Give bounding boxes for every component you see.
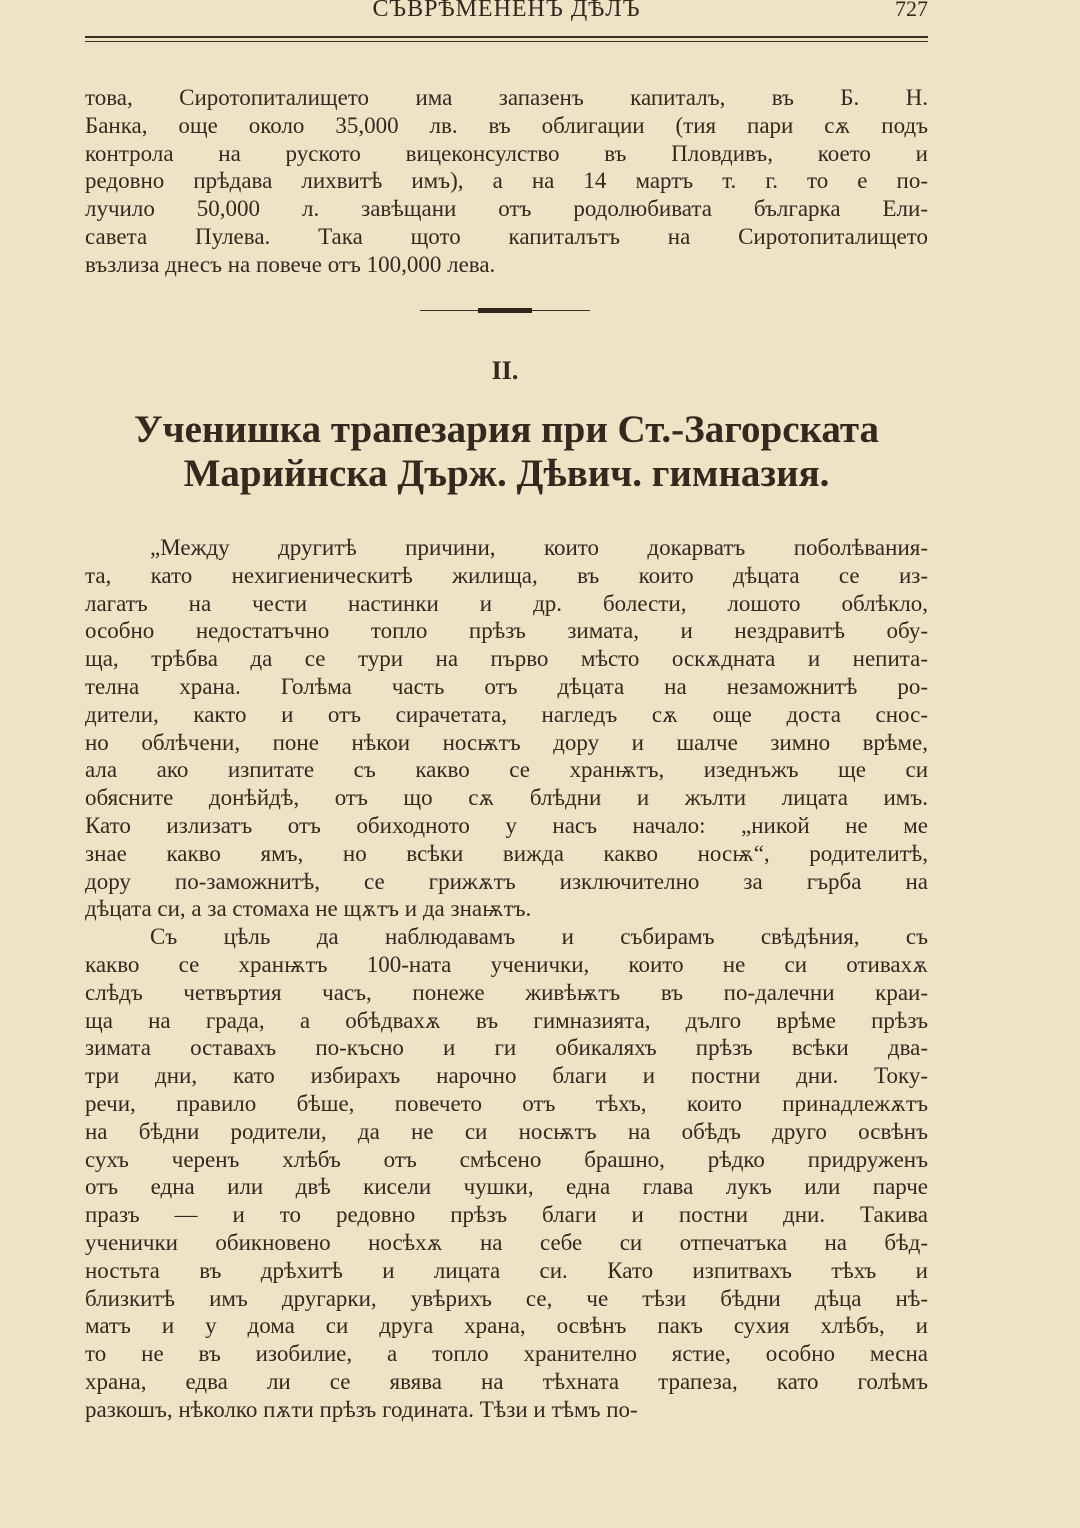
text-line: на бѣдни родители, да не си носѭтъ на обѣдъ друго освѣнъ [85,1118,928,1144]
section1-text [85,84,928,279]
text-line: близкитѣ имъ другарки, увѣрихъ се, че тѣзи бѣдни дѣца нѣ- [85,1285,928,1311]
text-line: какво се хранѭтъ 100-ната ученички, които не си отивахѫ [85,951,928,977]
text-line: редовно прѣдава лихвитѣ имъ), а на 14 мартъ т. г. то е по- [85,168,928,194]
text-line: три дни, като избирахъ нарочно благи и постни дни. Току- [85,1063,928,1089]
text-line: контрола на руското вицеконсулство въ Пловдивъ, което и [85,140,928,166]
text-line: Като излизатъ отъ обиходното у насъ начало: „никой не ме [85,812,928,838]
section-divider-ornament [420,309,590,312]
header-rule-thick [85,36,928,38]
text-line: ученички обикновено носѣхѫ на себе си отпечатъка на бѣд- [85,1229,928,1255]
text-line: Съ цѣль да наблюдавамъ и събирамъ свѣдѣния, съ [150,924,928,950]
text-line: то не въ изобилие, а топло хранително ястие, особно месна [85,1341,928,1367]
text-line: ща на града, а обѣдвахѫ въ гимназията, дълго врѣме прѣзъ [85,1007,928,1033]
title-line: Марийнска Държ. Дѣвич. гимназия. [183,452,830,495]
text-line: храна, едва ли се явява на тѣхната трапеза, като голѣмъ [85,1368,928,1394]
text-line: лагатъ на чести настинки и др. болести, лошото облѣкло, [85,590,928,616]
running-title: СЪВРѢМЕНЕНЪ ДѢЛЪ [372,0,641,22]
section2-text [85,534,928,1424]
text-line: възлиза днесъ на повече отъ 100,000 лева. [85,251,496,277]
page-number: 727 [895,0,928,21]
running-header [85,0,928,30]
text-line: „Между другитѣ причини, които докарватъ поболѣвания- [150,535,928,560]
text-line: дору по-заможнитѣ, се грижѫтъ изключително за гърба на [85,868,928,894]
text-line: савета Пулева. Така щото капиталътъ на Сиротопиталището [85,223,928,249]
text-line: ща, трѣбва да се тури на първо мѣсто оскѫдната и непита- [85,646,928,672]
title-line: Ученишка трапезария при Ст.-Загорската [133,408,880,451]
text-line: дѣцата си, а за стомаха не щѫтъ и да знаѭтъ. [85,896,532,922]
text-line: Банка, още около 35,000 лв. въ облигации (тия пари сѫ подъ [85,112,928,138]
text-line: слѣдъ четвъртия часъ, понеже живѣѭтъ въ по-далечни краи- [85,979,928,1005]
text-line: празъ — и то редовно прѣзъ благи и постни дни. Такива [85,1202,928,1228]
text-line: разкошъ, нѣколко пѫти прѣзъ годината. Тѣзи и тѣмъ по- [85,1396,638,1422]
text-line: сухъ черенъ хлѣбъ отъ смѣсено брашно, рѣдко придруженъ [85,1146,928,1172]
text-line: лучило 50,000 л. завѣщани отъ родолюбивата българка Ели- [85,196,928,222]
text-line: но облѣчени, поне нѣкои носѭтъ дору и шалче зимно врѣме, [85,729,928,755]
text-line: матъ и у дома си друга храна, освѣнъ пакъ сухия хлѣбъ, и [85,1313,928,1339]
header-rule-thin [85,41,928,42]
text-line: речи, правило бѣше, повечето отъ тѣхъ, които принадлежѫтъ [85,1090,928,1116]
text-line: обясните донѣйдѣ, отъ що сѫ блѣдни и жълти лицата имъ. [85,785,928,811]
text-line: дители, както и отъ сирачетата, нагледъ сѫ още доста снос- [85,701,928,727]
text-line: знае какво ямъ, но всѣки вижда какво носѭ“, родителитѣ, [85,840,928,866]
text-line: телна храна. Голѣма часть отъ дѣцата на незаможнитѣ ро- [85,673,928,699]
section-number: II. [491,356,519,385]
text-line: отъ една или двѣ кисели чушки, една глава лукъ или парче [85,1174,928,1200]
text-line: ностьта въ дрѣхитѣ и лицата си. Като изпитвахъ тѣхъ и [85,1257,928,1283]
text-line: особно недостатъчно топло прѣзъ зимата, и нездравитѣ обу- [85,618,928,644]
text-line: това, Сиротопиталището има запазенъ капиталъ, въ Б. Н. [85,85,928,110]
text-line: зимата оставахъ по-късно и ги обикаляхъ прѣзъ всѣки два- [85,1035,928,1061]
text-line: ала ако изпитате съ какво се хранѭтъ, изеднъжъ ще си [85,757,928,783]
text-line: та, като нехигиеническитѣ жилища, въ които дѣцата се из- [85,562,928,588]
article-title [85,408,928,496]
